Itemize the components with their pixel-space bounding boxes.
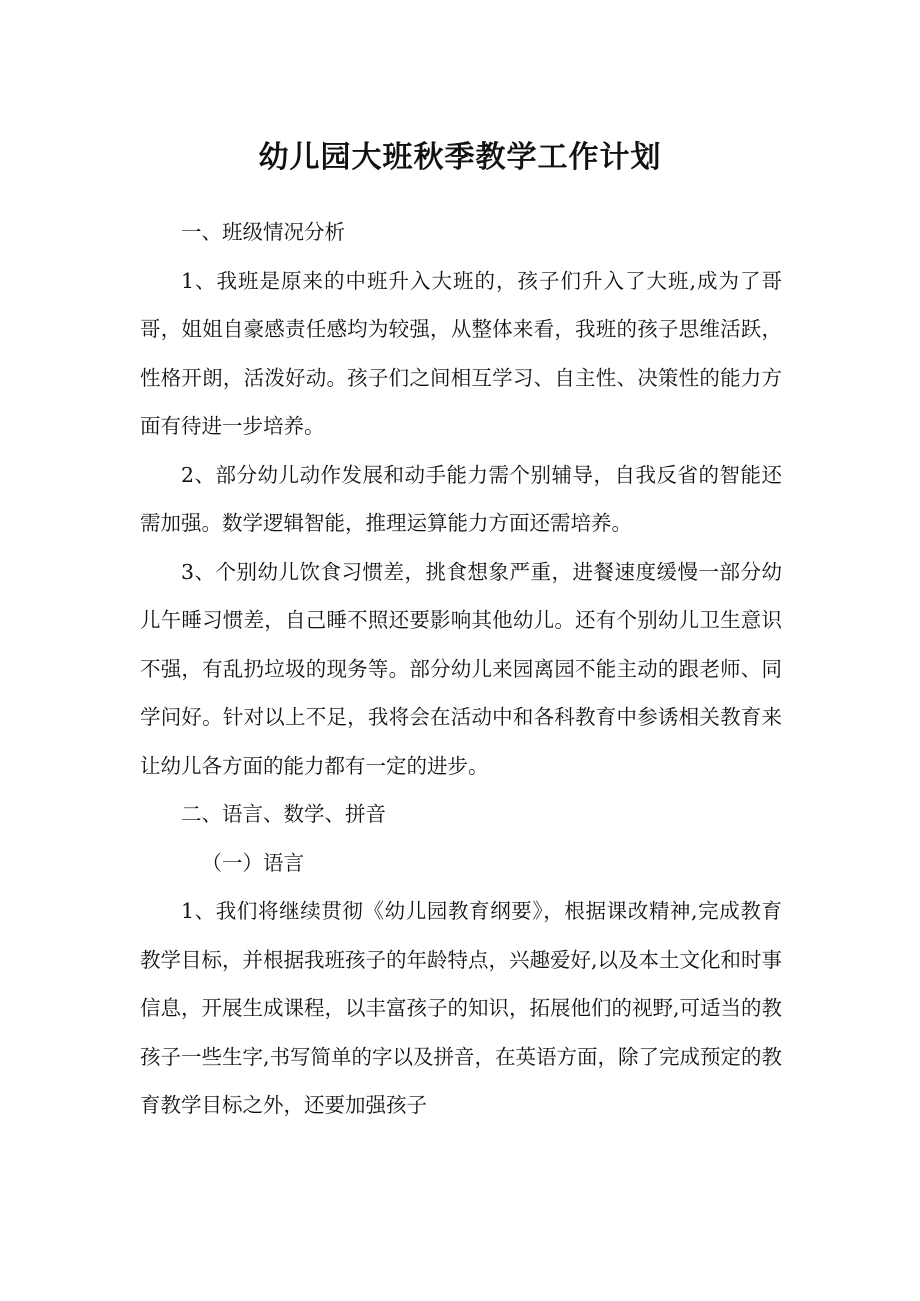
document-body [140, 208, 782, 1130]
paragraph: 2、部分幼儿动作发展和动手能力需个别辅导，自我反省的智能还需加强。数学逻辑智能，推理运算能力方面还需培养。 [140, 462, 782, 535]
paragraph: 1、我班是原来的中班升入大班的，孩子们升入了大班,成为了哥哥，姐姐自豪感责任感均为较强，从整体来看，我班的孩子思维活跃，性格开朗，活泼好动。孩子们之间相互学习、自主性、决策性的能力方面有待进一步培养。 [140, 268, 782, 438]
document-title: 幼儿园大班秋季教学工作计划 [258, 140, 662, 176]
subsection-heading-language: （一）语言 [201, 850, 304, 875]
section-heading-language-math-pinyin: 二、语言、数学、拼音 [181, 802, 386, 826]
paragraph: 3、个别幼儿饮食习惯差，挑食想象严重，进餐速度缓慢一部分幼儿午睡习惯差，自己睡不照还要影响其他幼儿。还有个别幼儿卫生意识不强，有乱扔垃圾的现务等。部分幼儿来园离园不能主动的跟老师、同学问好。针对以上不足，我将会在活动中和各科教育中参诱相关教育来让幼儿各方面的能力都有一定的进步。 [140, 559, 782, 778]
paragraph: 1、我们将继续贯彻《幼儿园教育纲要》，根据课改精神,完成教育教学目标，并根据我班孩子的年龄特点，兴趣爱好,以及本土文化和时事信息，开展生成课程，以丰富孩子的知识，拓展他们的视野,可适当的教孩子一些生字,书写简单的字以及拼音，在英语方面，除了完成预定的教育教学目标之外，还要加强孩子 [140, 899, 783, 1117]
section-heading-class-analysis: 一、班级情况分析 [181, 220, 345, 244]
